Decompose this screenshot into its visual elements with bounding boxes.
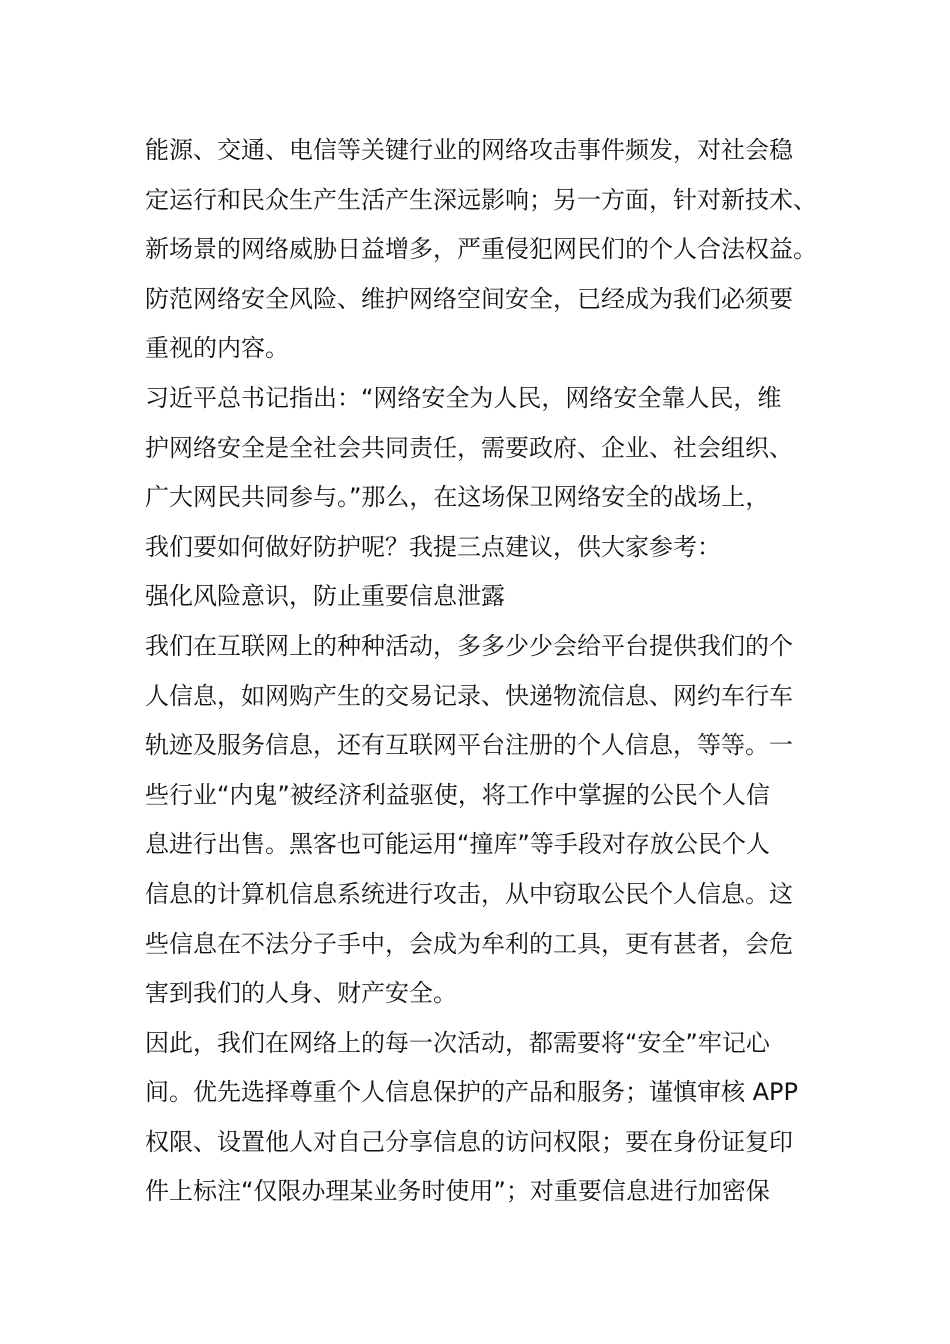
text-line: 重视的内容。 [145,334,289,363]
text-line: 定运行和民众生产生活产生深远影响；另一方面，针对新技术、 [145,185,817,214]
text-line: 因此，我们在网络上的每一次活动，都需要将“安全”牢记心 [145,1028,770,1057]
text-line: 息进行出售。黑客也可能运用“撞库”等手段对存放公民个人 [145,830,770,859]
section-heading: 强化风险意识，防止重要信息泄露 [145,582,505,611]
text-line: 广大网民共同参与。”那么，在这场保卫网络安全的战场上， [145,483,770,512]
text-line: 轨迹及服务信息，还有互联网平台注册的个人信息，等等。一 [145,731,793,760]
text-line: 信息的计算机信息系统进行攻击，从中窃取公民个人信息。这 [145,879,793,908]
text-line: 害到我们的人身、财产安全。 [145,979,457,1008]
text-line: 件上标注“仅限办理某业务时使用”；对重要信息进行加密保 [145,1177,770,1206]
text-line: 我们在互联网上的种种活动，多多少少会给平台提供我们的个 [145,631,793,660]
text-line: 些信息在不法分子手中，会成为牟利的工具，更有甚者，会危 [145,929,793,958]
text-line: 权限、设置他人对自己分享信息的访问权限；要在身份证复印 [145,1127,793,1156]
text-line: 间。优先选择尊重个人信息保护的产品和服务；谨慎审核 APP [145,1078,798,1107]
text-line: 新场景的网络威胁日益增多，严重侵犯网民们的个人合法权益。 [145,235,817,264]
text-line: 人信息，如网购产生的交易记录、快递物流信息、网约车行车 [145,681,793,710]
document-body [145,126,825,1217]
text-line: 些行业“内鬼”被经济利益驱使，将工作中掌握的公民个人信 [145,780,770,809]
text-line: 我们要如何做好防护呢？我提三点建议，供大家参考： [145,532,721,561]
text-line: 防范网络安全风险、维护网络空间安全，已经成为我们必须要 [145,284,793,313]
text-line: 能源、交通、电信等关键行业的网络攻击事件频发，对社会稳 [145,136,793,164]
text-line: 护网络安全是全社会共同责任，需要政府、企业、社会组织、 [145,433,793,462]
text-line: 习近平总书记指出：“网络安全为人民，网络安全靠人民，维 [145,383,782,412]
